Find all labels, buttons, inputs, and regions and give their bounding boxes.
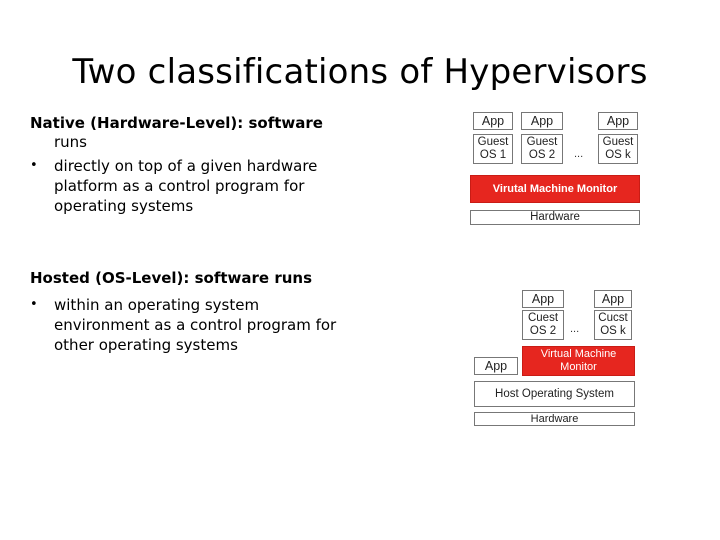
guest-os-number: OS k (605, 149, 631, 161)
guest-os-number: OS 2 (529, 325, 557, 337)
hosted-hypervisor-diagram (472, 290, 640, 430)
app-box: App (473, 112, 513, 130)
hosted-bullet-dot: • (30, 297, 38, 312)
guest-os-label: Cucst (598, 312, 628, 324)
guest-os-box (473, 134, 513, 164)
slide-title: Two classifications of Hypervisors (72, 52, 648, 92)
guest-os-box (594, 310, 632, 340)
native-bullet-dot: • (30, 158, 38, 173)
guest-os-label: Guest (477, 136, 509, 148)
vmm-label: Virtual Machine (540, 348, 617, 360)
app-box: App (522, 290, 564, 308)
hosted-bullet-text: within an operating system environment as a control program for other operating systems (54, 296, 337, 354)
host-app-box: App (474, 357, 518, 375)
vmm-layer (522, 346, 635, 376)
ellipsis: ... (570, 323, 580, 335)
native-bullet-text: directly on top of a given hardware platform as a control program for operating systems (54, 157, 318, 215)
native-hypervisor-diagram (470, 112, 640, 230)
native-heading-cont: runs (54, 133, 87, 151)
hardware-layer: Hardware (474, 412, 635, 426)
guest-os-label: Guest (526, 136, 558, 148)
guest-os-number: OS 1 (479, 149, 507, 161)
ellipsis: ... (574, 148, 584, 160)
vmm-layer: Virutal Machine Monitor (470, 175, 640, 203)
guest-os-label: Guest (602, 136, 634, 148)
native-heading: Native (Hardware-Level): software (30, 114, 323, 132)
guest-os-box (521, 134, 563, 164)
guest-os-label: Cuest (527, 312, 559, 324)
vmm-label: Monitor (560, 361, 597, 373)
guest-os-box (598, 134, 638, 164)
host-os-layer: Host Operating System (474, 381, 635, 407)
guest-os-box (522, 310, 564, 340)
hardware-layer: Hardware (470, 210, 640, 225)
hosted-heading: Hosted (OS-Level): software runs (30, 269, 313, 287)
app-box: App (594, 290, 632, 308)
app-box: App (521, 112, 563, 130)
guest-os-number: OS k (600, 325, 626, 337)
app-box: App (598, 112, 638, 130)
guest-os-number: OS 2 (528, 149, 556, 161)
